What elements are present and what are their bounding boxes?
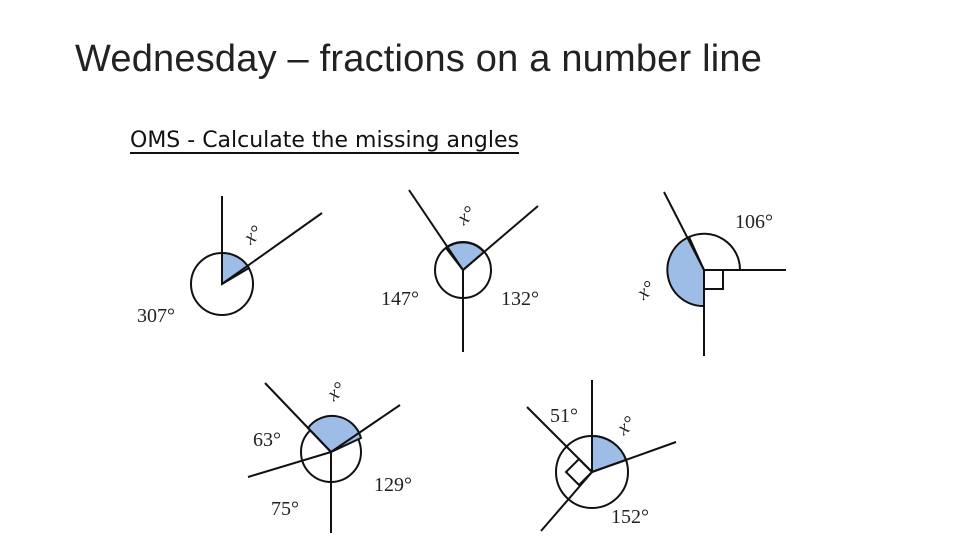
- ray: [248, 452, 331, 477]
- angle-label: 106°: [735, 211, 773, 233]
- angle-label: 307°: [137, 305, 175, 327]
- angle-label: 63°: [253, 429, 281, 451]
- unknown-angle-label: x°: [322, 377, 350, 406]
- angle-label: 51°: [550, 405, 578, 427]
- slide-title: Wednesday – fractions on a number line: [75, 38, 763, 80]
- worksheet-heading: OMS - Calculate the missing angles: [130, 128, 520, 153]
- ray: [541, 472, 592, 531]
- angle-diagram-2: [381, 190, 539, 352]
- angle-label: 129°: [374, 474, 412, 496]
- unknown-angle-label: x°: [612, 411, 640, 440]
- unknown-angle-label: x°: [239, 221, 267, 249]
- angle-diagram-5: [527, 380, 676, 531]
- ray: [409, 190, 463, 270]
- angle-label: 75°: [271, 498, 299, 520]
- angle-diagram-1: [137, 196, 322, 327]
- ray: [222, 213, 322, 284]
- unknown-angle-label: x°: [452, 201, 480, 230]
- angle-label: 132°: [501, 288, 539, 310]
- right-angle-marker: [704, 270, 723, 289]
- angle-diagram-4: [248, 378, 412, 533]
- angle-diagram-3: [632, 192, 786, 356]
- unknown-angle-sector: [667, 237, 704, 306]
- unknown-angle-label: x°: [632, 276, 660, 305]
- angle-label: 147°: [381, 288, 419, 310]
- angle-label: 152°: [611, 506, 649, 528]
- right-angle-marker: [566, 459, 592, 485]
- unknown-angle-sector: [308, 416, 361, 452]
